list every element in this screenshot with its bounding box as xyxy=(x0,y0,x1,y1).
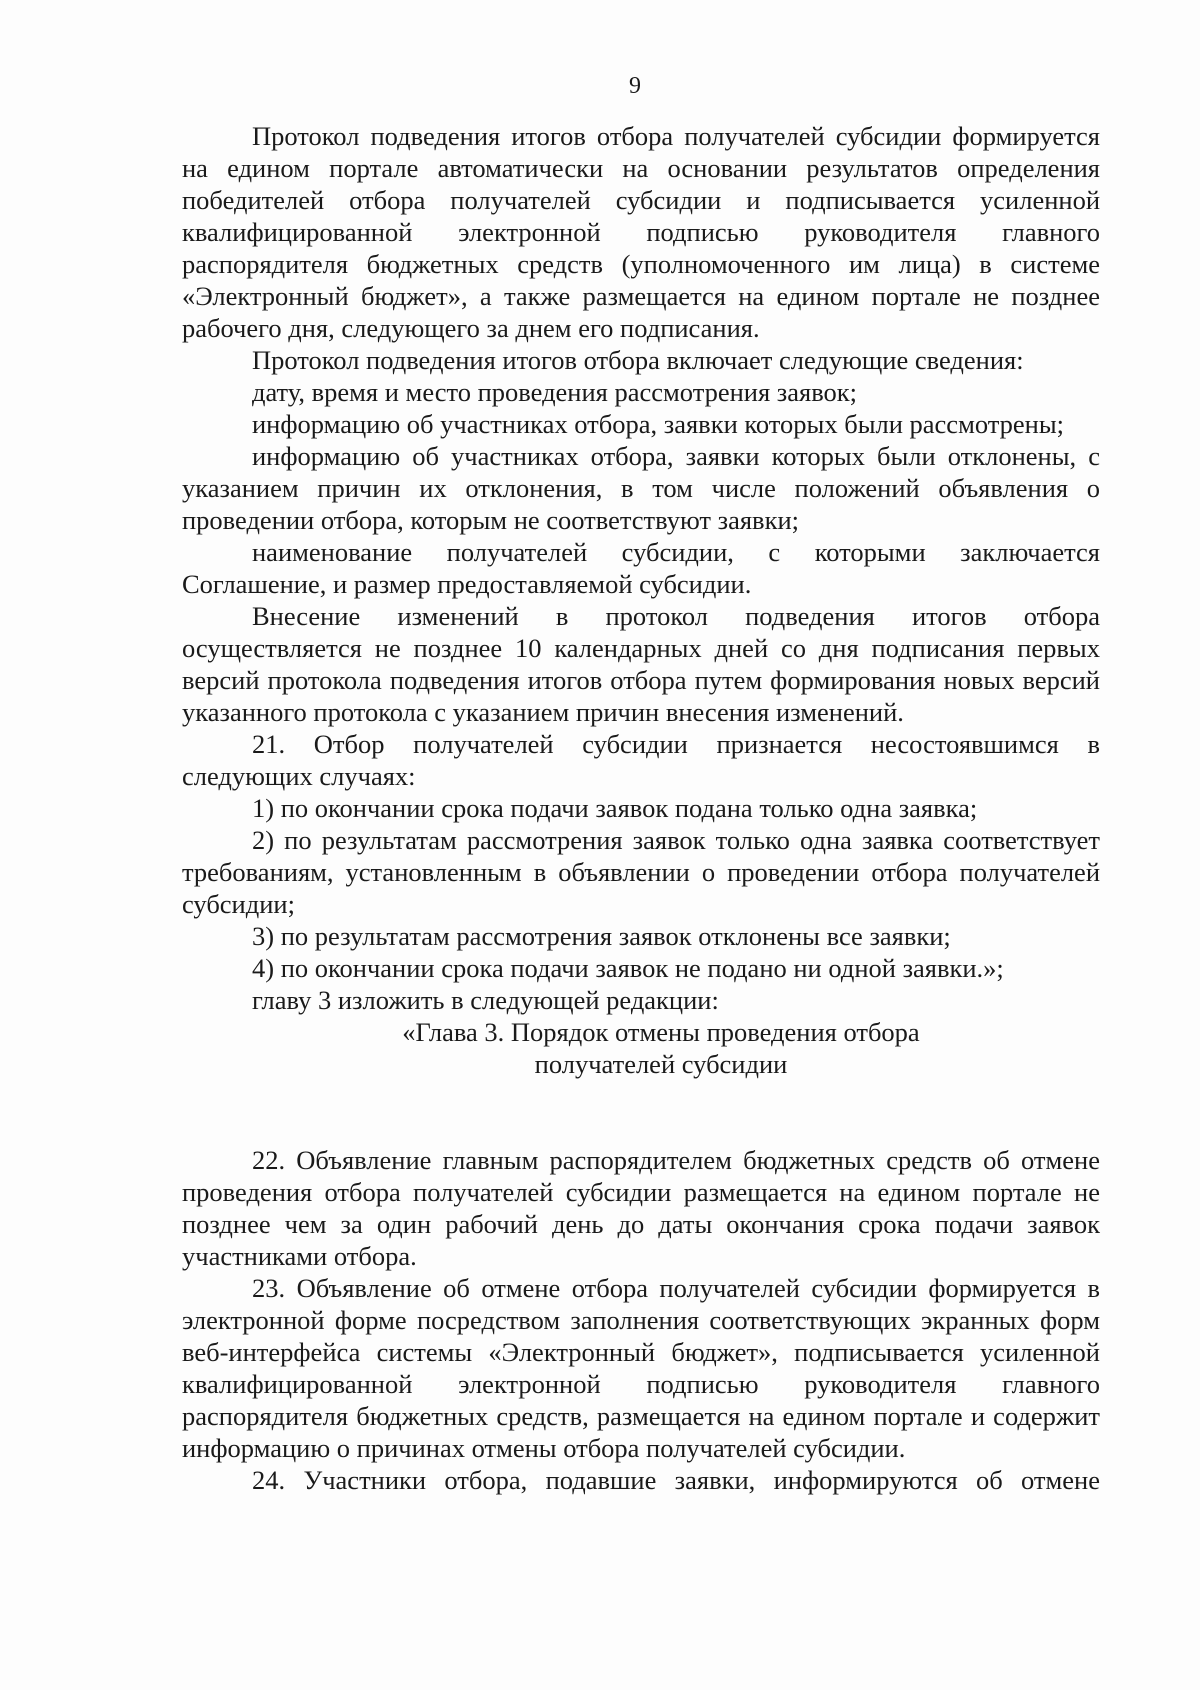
chapter-heading-line-1: «Глава 3. Порядок отмены проведения отбора xyxy=(402,1017,920,1047)
list-item-case-1: 1) по окончании срока подачи заявок подана только одна заявка; xyxy=(252,793,978,823)
paragraph-protocol-formation: Протокол подведения итогов отбора получателей субсидии формируется на едином портале автоматически на основании результатов определения победителей отбора получателей субсидии и подписывается усиленной квалифицированной электронной подписью руководителя главного распорядителя бюджетных средств (уполномоченного им лица) в системе «Электронный бюджет», а также размещается на едином портале не позднее рабочего дня, следующего за днем его подписания. xyxy=(182,121,1100,343)
list-item-case-3: 3) по результатам рассмотрения заявок отклонены все заявки; xyxy=(252,921,951,951)
paragraph-clause-24: 24. Участники отбора, подавшие заявки, информируются об отмене xyxy=(252,1465,1100,1495)
document-body xyxy=(182,120,1100,1496)
paragraph-clause-22: 22. Объявление главным распорядителем бюджетных средств об отмене проведения отбора получателей субсидии размещается на едином портале не позднее чем за один рабочий день до даты окончания срока подачи заявок участниками отбора. xyxy=(182,1145,1100,1271)
list-item-reviewed-participants: информацию об участниках отбора, заявки которых были рассмотрены; xyxy=(252,409,1065,439)
chapter-heading-line-2: получателей субсидии xyxy=(534,1049,788,1079)
paragraph-chapter-3-intro: главу 3 изложить в следующей редакции: xyxy=(252,985,719,1015)
paragraph-protocol-contents: Протокол подведения итогов отбора включает следующие сведения: xyxy=(252,345,1024,375)
list-item-rejected-participants: информацию об участниках отбора, заявки которых были отклонены, с указанием причин их отклонения, в том числе положений объявления о проведении отбора, которым не соответствуют заявки; xyxy=(182,441,1100,535)
list-item-case-4: 4) по окончании срока подачи заявок не подано ни одной заявки.»; xyxy=(252,953,1004,983)
list-item-case-2: 2) по результатам рассмотрения заявок только одна заявка соответствует требованиям, установленным в объявлении о проведении отбора получателей субсидии; xyxy=(182,825,1100,919)
list-item-recipients: наименование получателей субсидии, с которыми заключается Соглашение, и размер предоставляемой субсидии. xyxy=(182,537,1100,599)
paragraph-clause-23: 23. Объявление об отмене отбора получателей субсидии формируется в электронной форме посредством заполнения соответствующих экранных форм веб-интерфейса системы «Электронный бюджет», подписывается усиленной квалифицированной электронной подписью руководителя главного распорядителя бюджетных средств, размещается на едином портале и содержит информацию о причинах отмены отбора получателей субсидии. xyxy=(182,1273,1100,1463)
page-number: 9 xyxy=(629,73,641,99)
paragraph-protocol-changes: Внесение изменений в протокол подведения итогов отбора осуществляется не позднее 10 календарных дней со дня подписания первых версий протокола подведения итогов отбора путем формирования новых версий указанного протокола с указанием причин внесения изменений. xyxy=(182,601,1100,727)
list-item-date-time-place: дату, время и место проведения рассмотрения заявок; xyxy=(252,377,858,407)
chapter-heading xyxy=(182,1016,1100,1080)
paragraph-clause-21: 21. Отбор получателей субсидии признается несостоявшимся в следующих случаях: xyxy=(182,729,1100,791)
